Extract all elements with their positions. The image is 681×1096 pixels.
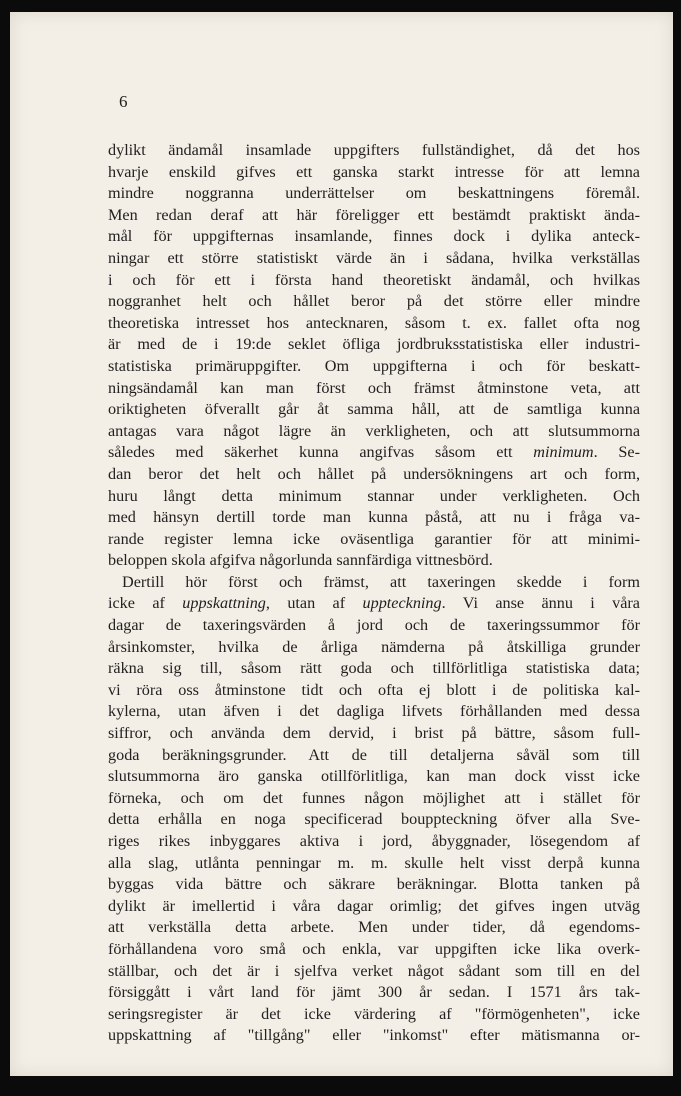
text-segment: huru långt detta minimum stannar under verkligheten. Och [108, 486, 640, 505]
text-segment: dylikt ändamål insamlade uppgifters fullständighet, då det hos [108, 141, 640, 159]
text-line [108, 1025, 640, 1047]
text-segment: Men redan deraf att här föreligger ett bestämdt praktiskt ända- [108, 205, 640, 224]
text-segment: dagar de taxeringsvärden å jord och de taxeringssummor för [108, 616, 640, 635]
text-line [108, 896, 640, 918]
text-segment: dan beror det helt och hållet på undersökningens art och form, [108, 464, 640, 483]
text-line [108, 183, 640, 205]
text-segment: således med säkerhet kunna angifvas såsom ett [108, 443, 534, 462]
text-line [108, 788, 640, 810]
text-segment: ningar ett större statistiskt värde än i sådana, hvilka verkställas [108, 248, 640, 267]
text-line [108, 593, 640, 615]
text-line [108, 270, 640, 292]
text-line [108, 961, 640, 983]
emphasized-text: uppskattning [182, 594, 266, 613]
text-segment: slutsummorna äro ganska otillförlitliga, kan man dock visst icke [108, 767, 640, 786]
text-line [108, 378, 640, 400]
text-line [108, 226, 640, 248]
text-line [108, 248, 640, 270]
text-segment: mål för uppgifternas insamlande, finnes dock i dylika anteck- [108, 227, 640, 246]
text-line [108, 334, 640, 356]
text-segment: noggranhet helt och hållet beror på det större eller mindre [108, 292, 640, 311]
text-line [108, 399, 640, 421]
emphasized-text: minimum [533, 443, 594, 462]
text-line [108, 1004, 640, 1026]
body-text [108, 140, 640, 1047]
text-segment: förneka, och om det funnes någon möjlighet att i stället för [108, 788, 640, 807]
text-segment: siffror, och använda dem dervid, i brist på bättre, såsom full- [108, 724, 640, 743]
text-segment: seringsregister är det icke värdering af "förmögenheten", icke [108, 1004, 640, 1023]
text-segment: räkna sig till, såsom rätt goda och tillförlitliga statistiska data; [108, 659, 640, 678]
text-line [108, 853, 640, 875]
text-segment: . Se- [593, 443, 641, 462]
text-line [108, 766, 640, 788]
text-segment: Dertill hör först och främst, att taxeringen skedde i form [122, 572, 640, 591]
text-line [108, 658, 640, 680]
text-segment: årsinkomster, hvilka de årliga nämderna på åtskilliga grunder [108, 637, 640, 656]
text-segment: , utan af [265, 594, 363, 613]
text-segment: . Vi anse ännu i våra [441, 594, 640, 613]
emphasized-text: uppteckning [362, 594, 442, 613]
text-line [108, 917, 640, 939]
text-segment: kylerna, utan äfven i det dagliga lifvets förhållanden med dessa [108, 702, 640, 721]
text-line [108, 529, 640, 551]
text-line [108, 162, 640, 184]
text-line [108, 615, 640, 637]
text-segment: goda beräkningsgrunder. Att de till detaljerna såväl som till [108, 745, 640, 764]
text-segment: antagas vara något lägre än verkligheten, och att slutsummorna [108, 421, 640, 440]
text-segment: icke af [108, 594, 183, 613]
text-segment: vi röra oss åtminstone tidt och ofta ej blott i de politiska kal- [108, 680, 640, 699]
text-line [108, 572, 640, 594]
text-segment: är med de i 19:de seklet öfliga jordbruksstatistiska eller industri- [108, 335, 640, 354]
text-segment: förhållandena voro små och enkla, var uppgiften icke lika overk- [108, 939, 640, 958]
text-line [108, 356, 640, 378]
text-segment: theoretiska intresset hos antecknaren, såsom t. ex. fallet ofta nog [108, 313, 640, 332]
text-segment: i och för ett i första hand theoretiskt ändamål, och hvilkas [108, 270, 640, 289]
text-segment: dylikt är imellertid i våra dagar orimlig; det gifves ingen utväg [108, 896, 640, 915]
book-page [10, 12, 673, 1076]
text-segment: statistiska primäruppgifter. Om uppgifterna i och för beskatt- [108, 356, 640, 375]
text-segment: riges rikes inbyggares aktiva i jord, åbyggnader, lösegendom af [108, 832, 640, 850]
text-segment: rande register lemna icke oväsentliga garantier för att minimi- [108, 529, 640, 548]
text-line [108, 507, 640, 529]
page-number: 6 [119, 92, 128, 111]
text-line [108, 982, 640, 1004]
text-segment: försiggått i vårt land för jämt 300 år sedan. I 1571 års tak- [108, 983, 640, 1002]
text-line [108, 140, 640, 162]
text-line [108, 831, 640, 853]
text-line [108, 809, 640, 831]
text-segment: ningsändamål kan man först och främst åtminstone veta, att [108, 378, 640, 397]
text-line [108, 291, 640, 313]
text-segment: mindre noggranna underrättelser om beskattningens föremål. [108, 184, 640, 203]
text-line [108, 874, 640, 896]
text-line [108, 550, 640, 572]
text-line [108, 313, 640, 335]
text-segment: alla slag, utlånta penningar m. m. skulle helt visst derpå kunna [108, 853, 640, 872]
text-segment: byggas vida bättre och säkrare beräkningar. Blotta tanken på [108, 875, 640, 894]
text-segment: med hänsyn dertill torde man kunna påstå, att nu i fråga va- [108, 508, 640, 527]
text-segment: detta erhålla en noga specificerad bouppteckning öfver alla Sve- [108, 810, 640, 829]
text-line [108, 205, 640, 227]
text-segment: uppskattning af "tillgång" eller "inkomst" efter mätismanna or- [108, 1026, 640, 1045]
text-segment: ställbar, och det är i sjelfva verket något sådant som till en del [108, 961, 640, 980]
text-line [108, 723, 640, 745]
text-line [108, 421, 640, 443]
text-segment: hvarje enskild gifves ett ganska starkt intresse för att lemna [108, 162, 640, 181]
text-segment: att verkställa detta arbete. Men under tider, då egendoms- [108, 918, 640, 937]
text-line [108, 701, 640, 723]
text-line [108, 680, 640, 702]
text-segment: beloppen skola afgifva någorlunda sannfärdiga vittnesbörd. [108, 551, 493, 570]
text-line [108, 939, 640, 961]
text-line [108, 442, 640, 464]
text-line [108, 464, 640, 486]
text-line [108, 745, 640, 767]
text-segment: oriktigheten öfverallt går åt samma håll, att de samtliga kunna [108, 400, 640, 419]
text-line [108, 486, 640, 508]
text-line [108, 637, 640, 659]
